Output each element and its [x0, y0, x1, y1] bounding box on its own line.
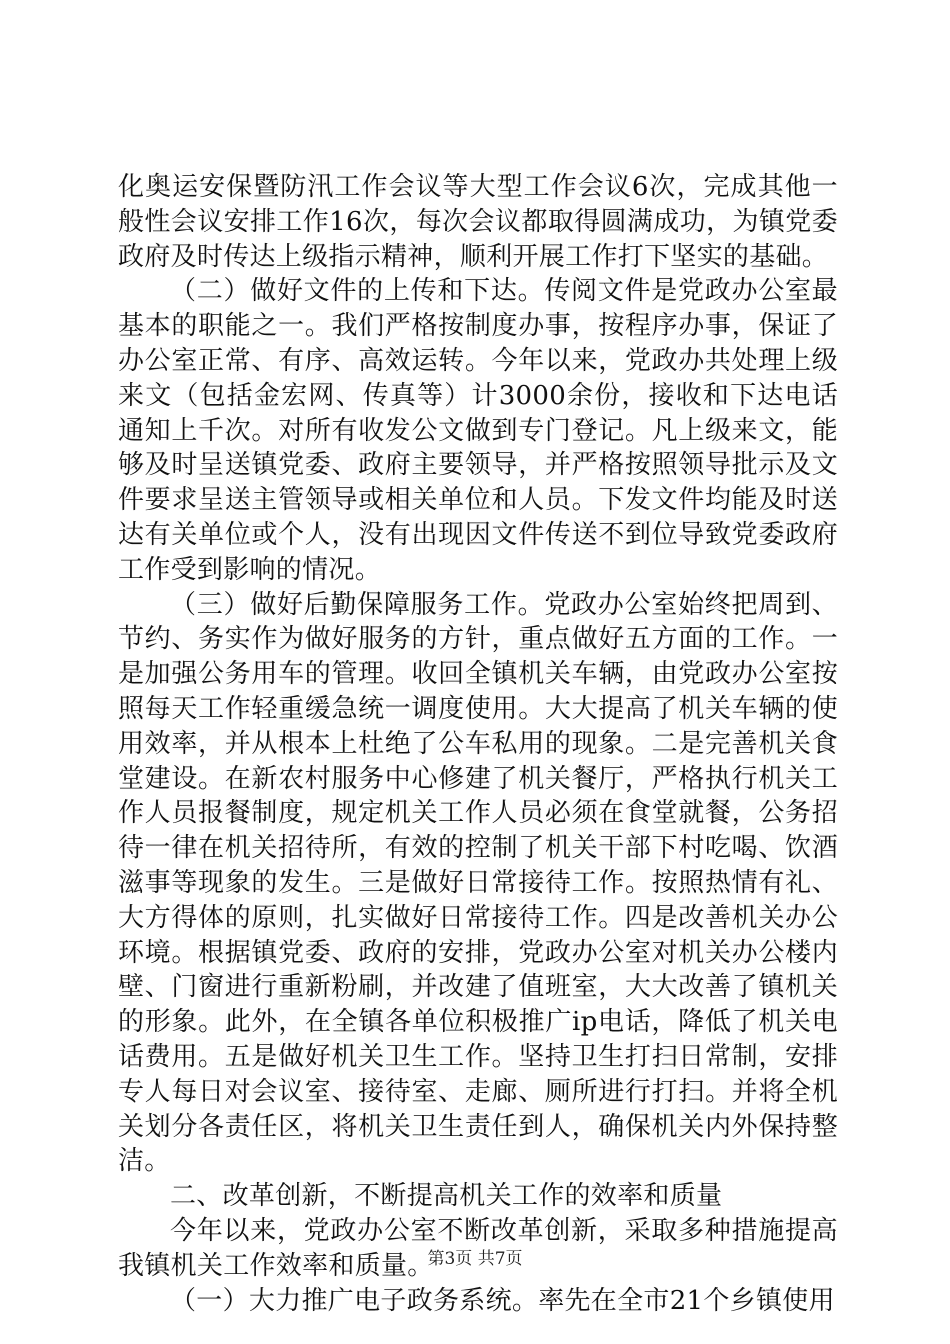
page-footer — [0, 1244, 950, 1269]
paragraph-document-handling: （二）做好文件的上传和下达。传阅文件是党政办公室最基本的职能之一。我们严格按制度办事，按程序办事，保证了办公室正常、有序、高效运转。今年以来，党政办共处理上级来文（包括金宏网、传真等）计3000余份，接收和下达电话通知上千次。对所有收发公文做到专门登记。凡上级来文，能够及时呈送镇党委、政府主要领导，并严格按照领导批示及文件要求呈送主管领导或相关单位和人员。下发文件均能及时送达有关单位或个人，没有出现因文件传送不到位导致党委政府工作受到影响的情况。 — [118, 276, 838, 585]
paragraph-meeting-summary: 化奥运安保暨防汛工作会议等大型工作会议6次，完成其他一般性会议安排工作16次，每次会议都取得圆满成功，为镇党委政府及时传达上级指示精神，顺利开展工作打下坚实的基础。 — [118, 172, 838, 272]
paragraph-logistics-service: （三）做好后勤保障服务工作。党政办公室始终把周到、节约、务实作为做好服务的方针，重点做好五方面的工作。一是加强公务用车的管理。收回全镇机关车辆，由党政办公室按照每天工作轻重缓急统一调度使用。大大提高了机关车辆的使用效率，并从根本上杜绝了公车私用的现象。二是完善机关食堂建设。在新农村服务中心修建了机关餐厅，严格执行机关工作人员报餐制度，规定机关工作人员必须在食堂就餐，公务招待一律在机关招待所，有效的控制了机关干部下村吃喝、饮酒滋事等现象的发生。三是做好日常接待工作。按照热情有礼、大方得体的原则，扎实做好日常接待工作。四是改善机关办公环境。根据镇党委、政府的安排，党政办公室对机关办公楼内壁、门窗进行重新粉刷，并改建了值班室，大大改善了镇机关的形象。此外，在全镇各单位积极推广ip电话，降低了机关电话费用。五是做好机关卫生工作。坚持卫生打扫日常制，安排专人每日对会议室、接待室、走廊、厕所进行打扫。并将全机关划分各责任区，将机关卫生责任到人，确保机关内外保持整洁。 — [118, 589, 838, 1177]
paragraph-e-government: （一）大力推广电子政务系统。率先在全市21个乡镇使用 — [170, 1285, 835, 1316]
paragraph-reform-intro: 今年以来，党政办公室不断改革创新，采取多种措施提高我镇机关工作效率和质量。 — [118, 1215, 838, 1281]
page-number-indicator: 第3页 共7页 — [427, 1249, 523, 1269]
section-heading-reform: 二、改革创新，不断提高机关工作的效率和质量 — [170, 1181, 723, 1212]
document-body — [118, 170, 838, 1318]
